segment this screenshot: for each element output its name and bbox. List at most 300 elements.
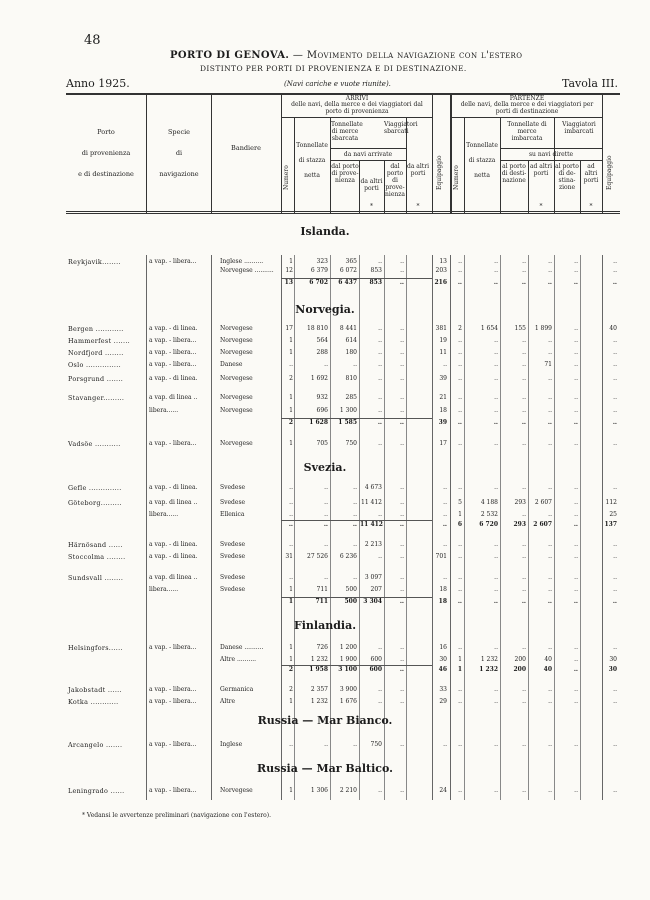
cell-p-eq: .. <box>613 267 617 274</box>
cell-p-ton: .. <box>494 686 498 693</box>
cell-flag: Norvegese <box>220 325 253 332</box>
table-row <box>0 698 650 709</box>
cell-a-va: .. <box>400 698 404 705</box>
partenze-al-porto: al porto di desti-nazione <box>501 163 527 184</box>
arrivi-merce-sbarcata: Tonnellate di merce sbarcata <box>331 121 363 142</box>
cell-port: Jakobstadt ...... <box>68 686 122 694</box>
table-row <box>0 499 650 510</box>
cell-a-va: .. <box>400 741 404 748</box>
cell-p-num: 2 <box>458 325 462 332</box>
table-row <box>0 644 650 655</box>
table-row <box>0 586 650 597</box>
cell-a-mer: .. <box>352 521 357 528</box>
cell-a-va: .. <box>400 267 404 274</box>
cell-p-eq: .. <box>613 574 617 581</box>
cell-p-vb: .. <box>574 258 578 265</box>
cell-a-mer: .. <box>353 574 357 581</box>
cell-a-eq: .. <box>443 574 447 581</box>
cell-p-vb: .. <box>573 521 578 528</box>
cell-p-num: .. <box>457 279 462 286</box>
cell-p-ton: .. <box>494 258 498 265</box>
partenze-altri-porti: ad altri porti <box>529 163 553 177</box>
table-row <box>0 267 650 278</box>
cell-a-viag: 2 213 <box>364 541 382 548</box>
cell-a-num: 31 <box>285 553 293 560</box>
section-norvegia: Norvegia. <box>295 303 355 316</box>
cell-a-viag: .. <box>378 407 382 414</box>
partenze-numero: Numero <box>453 165 460 190</box>
cell-a-viag: .. <box>378 787 382 794</box>
cell-a-eq: .. <box>443 484 447 491</box>
cell-p-vb: .. <box>574 574 578 581</box>
table-row <box>0 574 650 585</box>
cell-p-vb: .. <box>573 279 578 286</box>
cell-a-ton: .. <box>324 741 328 748</box>
cell-p-vb: .. <box>573 666 578 673</box>
cell-port: Vadsöe ........... <box>68 440 121 448</box>
cell-a-eq: 701 <box>435 553 447 560</box>
cell-a-viag: .. <box>378 349 382 356</box>
cell-a-ton: .. <box>324 499 328 506</box>
partenze-su-navi: su navi dirette <box>528 151 574 158</box>
cell-a-va: .. <box>400 644 404 651</box>
title-main: PORTO DI GENOVA. <box>170 50 290 61</box>
cell-p-eq: .. <box>613 394 617 401</box>
section-finlandia: Finlandia. <box>293 619 357 632</box>
table-row-total <box>0 598 650 609</box>
cell-p-mer: .. <box>522 337 526 344</box>
cell-p-ton: 4 188 <box>480 499 498 506</box>
cell-p-vb: .. <box>574 686 578 693</box>
cell-a-num: .. <box>289 574 293 581</box>
cell-p-eq: .. <box>613 741 617 748</box>
cell-p-vb: .. <box>574 499 578 506</box>
cell-p-eq: 40 <box>609 325 617 332</box>
cell-p-mer: 293 <box>514 499 526 506</box>
cell-a-eq: .. <box>443 361 447 368</box>
cell-p-vb: .. <box>574 484 578 491</box>
cell-specie: a vap. - di linea. <box>149 484 198 491</box>
cell-p-va: .. <box>548 258 552 265</box>
cell-p-eq: .. <box>613 375 617 382</box>
cell-a-viag: .. <box>378 698 382 705</box>
cell-specie: libera...... <box>149 407 179 414</box>
cell-a-num: .. <box>289 361 293 368</box>
cell-p-num: .. <box>457 598 462 605</box>
cell-a-va: .. <box>399 521 404 528</box>
cell-p-num: .. <box>458 541 462 548</box>
cell-a-ton: 1 692 <box>310 375 328 382</box>
cell-p-num: .. <box>458 337 462 344</box>
cell-p-mer: .. <box>522 440 526 447</box>
cell-a-viag: .. <box>378 258 382 265</box>
cell-p-num: .. <box>458 361 462 368</box>
title-sub: Movimento della navigazione con l'estero <box>306 50 523 61</box>
cell-p-vb: .. <box>574 375 578 382</box>
cell-p-num: .. <box>458 440 462 447</box>
cell-specie: libera...... <box>149 511 179 518</box>
cell-p-num: .. <box>458 686 462 693</box>
cell-p-eq: 30 <box>609 656 617 663</box>
cell-p-vb: .. <box>574 656 578 663</box>
cell-a-eq: 46 <box>438 666 447 673</box>
arrivi-viaggiatori: Viaggiatori sbarcati <box>384 121 418 135</box>
cell-p-vb: .. <box>574 325 578 332</box>
cell-p-va: .. <box>548 394 552 401</box>
arrivi-da-navi: da navi arrivate <box>343 151 393 158</box>
cell-p-mer: 155 <box>514 325 526 332</box>
cell-a-mer: 3 900 <box>339 686 357 693</box>
cell-a-num: 1 <box>289 258 293 265</box>
cell-p-mer: 200 <box>514 656 526 663</box>
cell-flag: Norvegese <box>220 394 253 401</box>
cell-a-mer: 1 676 <box>339 698 357 705</box>
cell-flag: Norvegese <box>220 440 253 447</box>
cell-p-ton: 1 232 <box>479 666 498 673</box>
cell-p-eq: .. <box>613 407 617 414</box>
cell-p-ton: .. <box>494 407 498 414</box>
cell-a-va: .. <box>400 349 404 356</box>
cell-a-ton: .. <box>324 541 328 548</box>
cell-a-va: .. <box>400 541 404 548</box>
cell-p-mer: .. <box>522 541 526 548</box>
cell-p-eq: .. <box>613 349 617 356</box>
cell-a-va: .. <box>399 419 404 426</box>
cell-a-viag: 4 673 <box>364 484 382 491</box>
table-row-total <box>0 419 650 430</box>
arrivi-equipaggio: Equipaggio <box>436 155 443 190</box>
cell-a-num: .. <box>289 541 293 548</box>
cell-p-mer: .. <box>522 586 526 593</box>
cell-a-va: .. <box>399 279 404 286</box>
cell-p-mer: .. <box>521 279 526 286</box>
cell-a-mer: 1 900 <box>339 656 357 663</box>
cell-a-viag: 3 097 <box>364 574 382 581</box>
footnote: * Vedansi le avvertenze preliminari (navigazione con l'estero). <box>82 812 272 819</box>
cell-a-mer: 1 300 <box>339 407 357 414</box>
cell-port: Nordfjord ........ <box>68 349 124 357</box>
cell-p-eq: .. <box>612 419 617 426</box>
cell-p-vb: .. <box>574 440 578 447</box>
cell-p-num: .. <box>458 586 462 593</box>
cell-a-va: .. <box>400 787 404 794</box>
cell-p-num: .. <box>458 375 462 382</box>
title-dash: — <box>289 50 307 61</box>
cell-p-ton: .. <box>494 698 498 705</box>
arrivi-dal-porto-v: dal porto di prove-nienza <box>385 163 405 198</box>
table-row <box>0 361 650 372</box>
cell-p-vb: .. <box>574 741 578 748</box>
cell-p-vb: .. <box>574 337 578 344</box>
cell-p-mer: 200 <box>513 666 526 673</box>
cell-p-ton: 1 654 <box>480 325 498 332</box>
cell-p-eq: .. <box>613 787 617 794</box>
table-row <box>0 325 650 336</box>
cell-p-num: .. <box>458 267 462 274</box>
cell-a-num: 1 <box>289 586 293 593</box>
cell-a-va: .. <box>399 598 404 605</box>
cell-a-mer: 500 <box>344 598 357 605</box>
cell-p-num: .. <box>458 644 462 651</box>
cell-p-mer: .. <box>522 686 526 693</box>
cell-a-num: .. <box>289 499 293 506</box>
cell-p-va: 40 <box>544 656 552 663</box>
cell-a-eq: .. <box>443 741 447 748</box>
cell-a-mer: 6 437 <box>338 279 357 286</box>
cell-p-num: .. <box>458 258 462 265</box>
cell-a-mer: 2 210 <box>339 787 357 794</box>
cell-p-mer: .. <box>522 361 526 368</box>
cell-a-viag: 207 <box>370 586 382 593</box>
cell-specie: a vap. - libera... <box>149 741 197 748</box>
cell-port: Stavanger......... <box>68 394 125 402</box>
cell-a-viag: .. <box>378 394 382 401</box>
partenze-merce-imbarcata: Tonnellate di merce imbarcata <box>507 121 547 142</box>
cell-a-num: .. <box>289 484 293 491</box>
cell-p-va: .. <box>548 375 552 382</box>
cell-p-va: .. <box>548 586 552 593</box>
cell-a-viag: 853 <box>369 279 382 286</box>
cell-p-num: .. <box>458 349 462 356</box>
cell-p-ton: .. <box>494 337 498 344</box>
cell-p-eq: .. <box>613 553 617 560</box>
cell-a-va: .. <box>400 656 404 663</box>
cell-flag: Germanica <box>220 686 254 693</box>
cell-a-num: 13 <box>284 279 293 286</box>
cell-a-num: .. <box>288 521 293 528</box>
cell-a-eq: 18 <box>438 598 447 605</box>
cell-p-vb: .. <box>574 511 578 518</box>
cell-flag: Norvegese <box>220 375 253 382</box>
cell-p-ton: .. <box>494 267 498 274</box>
cell-p-num: .. <box>458 407 462 414</box>
cell-p-vb: .. <box>574 586 578 593</box>
cell-a-eq: 18 <box>439 586 447 593</box>
cell-flag: Svedese <box>220 541 246 548</box>
cell-flag: Ellenica <box>220 511 245 518</box>
cell-a-mer: 3 100 <box>338 666 357 673</box>
cell-p-va: .. <box>548 741 552 748</box>
cell-a-eq: 17 <box>439 440 447 447</box>
cell-a-eq: 18 <box>439 407 447 414</box>
cell-a-ton: 6 702 <box>309 279 328 286</box>
cell-a-mer: 285 <box>345 394 357 401</box>
cell-a-eq: 39 <box>439 375 447 382</box>
cell-p-va: .. <box>548 267 552 274</box>
cell-p-va: .. <box>548 574 552 581</box>
cell-a-mer: 614 <box>345 337 357 344</box>
cell-flag: Altre <box>220 698 236 705</box>
cell-flag: Svedese <box>220 586 246 593</box>
cell-a-eq: 19 <box>439 337 447 344</box>
cell-a-num: 17 <box>285 325 293 332</box>
cell-a-viag: 3 304 <box>363 598 382 605</box>
cell-p-ton: .. <box>494 394 498 401</box>
cell-specie: a vap. - di linea. <box>149 375 198 382</box>
table-row-total <box>0 666 650 677</box>
cell-port: Sundsvall ........ <box>68 574 124 582</box>
cell-port: Porsgrund ....... <box>68 375 124 383</box>
cell-a-va: .. <box>400 440 404 447</box>
cell-p-num: .. <box>458 698 462 705</box>
cell-p-num: 1 <box>457 666 462 673</box>
arrivi-altri-porti-v: da altri porti <box>406 163 430 177</box>
cell-p-eq: .. <box>613 698 617 705</box>
cell-a-eq: .. <box>442 521 447 528</box>
cell-a-mer: .. <box>353 741 357 748</box>
cell-p-va: .. <box>548 511 552 518</box>
cell-a-num: 2 <box>289 686 293 693</box>
cell-port: Göteborg......... <box>68 499 122 507</box>
cell-a-va: .. <box>400 586 404 593</box>
cell-specie: a vap. - libera... <box>149 361 197 368</box>
subtitle: (Navi cariche e vuote riunite). <box>284 80 391 88</box>
cell-specie: a vap. - di linea. <box>149 541 198 548</box>
cell-a-mer: 750 <box>345 440 357 447</box>
cell-p-num: .. <box>458 574 462 581</box>
cell-specie: a vap. - libera... <box>149 698 197 705</box>
cell-p-va: .. <box>547 598 552 605</box>
cell-p-eq: 112 <box>605 499 617 506</box>
cell-a-viag: .. <box>378 375 382 382</box>
cell-a-eq: 24 <box>439 787 447 794</box>
col-porto: Porto di provenienza e di destinazione <box>78 128 134 178</box>
cell-a-viag: 600 <box>370 656 382 663</box>
cell-flag: Norvegese <box>220 407 253 414</box>
cell-p-vb: .. <box>574 394 578 401</box>
cell-p-ton: 2 532 <box>480 511 498 518</box>
table-row <box>0 440 650 451</box>
partenze-equipaggio: Equipaggio <box>606 155 613 190</box>
cell-a-va: .. <box>400 361 404 368</box>
cell-port: Stoccolma ........ <box>68 553 126 561</box>
cell-a-ton: 1 628 <box>309 419 328 426</box>
cell-p-mer: .. <box>522 574 526 581</box>
year-label: Anno 1925. <box>66 77 130 90</box>
cell-flag: Svedese <box>220 484 246 491</box>
cell-a-num: 1 <box>289 349 293 356</box>
table-row <box>0 337 650 348</box>
cell-specie: a vap. di linea .. <box>149 574 198 581</box>
cell-a-mer: 6 236 <box>339 553 357 560</box>
cell-a-num: 1 <box>289 656 293 663</box>
cell-specie: a vap. - di linea. <box>149 553 198 560</box>
cell-p-ton: .. <box>494 541 498 548</box>
cell-a-viag: .. <box>378 440 382 447</box>
cell-a-viag: .. <box>378 325 382 332</box>
cell-p-num: 6 <box>457 521 462 528</box>
cell-a-eq: 381 <box>435 325 447 332</box>
cell-a-ton: 323 <box>316 258 328 265</box>
cell-p-va: 71 <box>544 361 552 368</box>
cell-flag: Inglese .......... <box>220 258 264 265</box>
cell-p-ton: .. <box>494 787 498 794</box>
cell-p-vb: .. <box>574 553 578 560</box>
cell-p-ton: .. <box>494 349 498 356</box>
table-row <box>0 741 650 752</box>
cell-p-vb: .. <box>573 598 578 605</box>
cell-a-viag: .. <box>378 511 382 518</box>
cell-a-va: .. <box>399 666 404 673</box>
cell-a-eq: 33 <box>439 686 447 693</box>
cell-a-ton: 288 <box>316 349 328 356</box>
arrivi-desc: delle navi, della merce e dei viaggiatori dal porto di provenienza <box>291 101 423 115</box>
cell-a-num: 2 <box>289 375 293 382</box>
cell-a-num: 1 <box>289 407 293 414</box>
cell-a-ton: 2 357 <box>310 686 328 693</box>
cell-a-num: .. <box>289 741 293 748</box>
cell-p-va: .. <box>548 644 552 651</box>
cell-a-mer: 8 441 <box>339 325 357 332</box>
cell-p-mer: .. <box>522 267 526 274</box>
cell-a-viag: .. <box>378 361 382 368</box>
cell-flag: Norvegese <box>220 349 253 356</box>
cell-p-va: .. <box>548 698 552 705</box>
cell-p-vb: .. <box>574 541 578 548</box>
cell-p-va: .. <box>548 686 552 693</box>
cell-p-mer: .. <box>522 375 526 382</box>
cell-a-mer: 500 <box>345 586 357 593</box>
cell-a-ton: 564 <box>316 337 328 344</box>
cell-p-eq: 137 <box>604 521 617 528</box>
cell-flag: Svedese <box>220 499 246 506</box>
cell-flag: Norvegese .......... <box>220 267 274 274</box>
cell-p-eq: .. <box>613 644 617 651</box>
cell-p-va: 2 607 <box>534 499 552 506</box>
cell-a-va: .. <box>400 484 404 491</box>
cell-p-eq: .. <box>612 598 617 605</box>
cell-a-num: 12 <box>285 267 293 274</box>
cell-p-eq: .. <box>613 541 617 548</box>
cell-p-ton: .. <box>493 598 498 605</box>
cell-a-viag: 853 <box>370 267 382 274</box>
cell-a-ton: .. <box>324 361 328 368</box>
partenze-al-porto-v: al porto di de-stina-zione <box>555 163 579 191</box>
cell-a-va: .. <box>400 407 404 414</box>
cell-p-num: .. <box>458 553 462 560</box>
cell-p-va: .. <box>547 279 552 286</box>
cell-p-ton: .. <box>494 440 498 447</box>
cell-p-eq: .. <box>613 361 617 368</box>
cell-p-ton: 1 232 <box>480 656 498 663</box>
cell-p-ton: .. <box>494 361 498 368</box>
cell-flag: Norvegese <box>220 337 253 344</box>
cell-p-va: .. <box>548 541 552 548</box>
header-bottom-rule2 <box>66 213 620 214</box>
cell-port: Härnösand ...... <box>68 541 123 549</box>
cell-a-num: 2 <box>288 419 293 426</box>
cell-a-ton: 18 810 <box>307 325 328 332</box>
cell-specie: a vap. - libera... <box>149 337 197 344</box>
cell-a-eq: 21 <box>439 394 447 401</box>
cell-a-num: 1 <box>289 394 293 401</box>
cell-a-viag: .. <box>378 553 382 560</box>
cell-p-vb: .. <box>574 407 578 414</box>
cell-specie: libera...... <box>149 586 179 593</box>
cell-a-mer: 1 585 <box>338 419 357 426</box>
cell-a-ton: 6 379 <box>310 267 328 274</box>
cell-a-eq: 39 <box>438 419 447 426</box>
arrivi-dal-porto: dal porto di prove-nienza <box>331 163 359 184</box>
cell-flag: Svedese <box>220 574 246 581</box>
cell-p-mer: .. <box>522 349 526 356</box>
cell-p-va: .. <box>547 419 552 426</box>
cell-p-ton: .. <box>494 644 498 651</box>
col-specie: Specie di navigazione <box>159 128 199 178</box>
cell-a-mer: 6 072 <box>339 267 357 274</box>
cell-p-num: 1 <box>458 511 462 518</box>
cell-p-vb: .. <box>574 361 578 368</box>
